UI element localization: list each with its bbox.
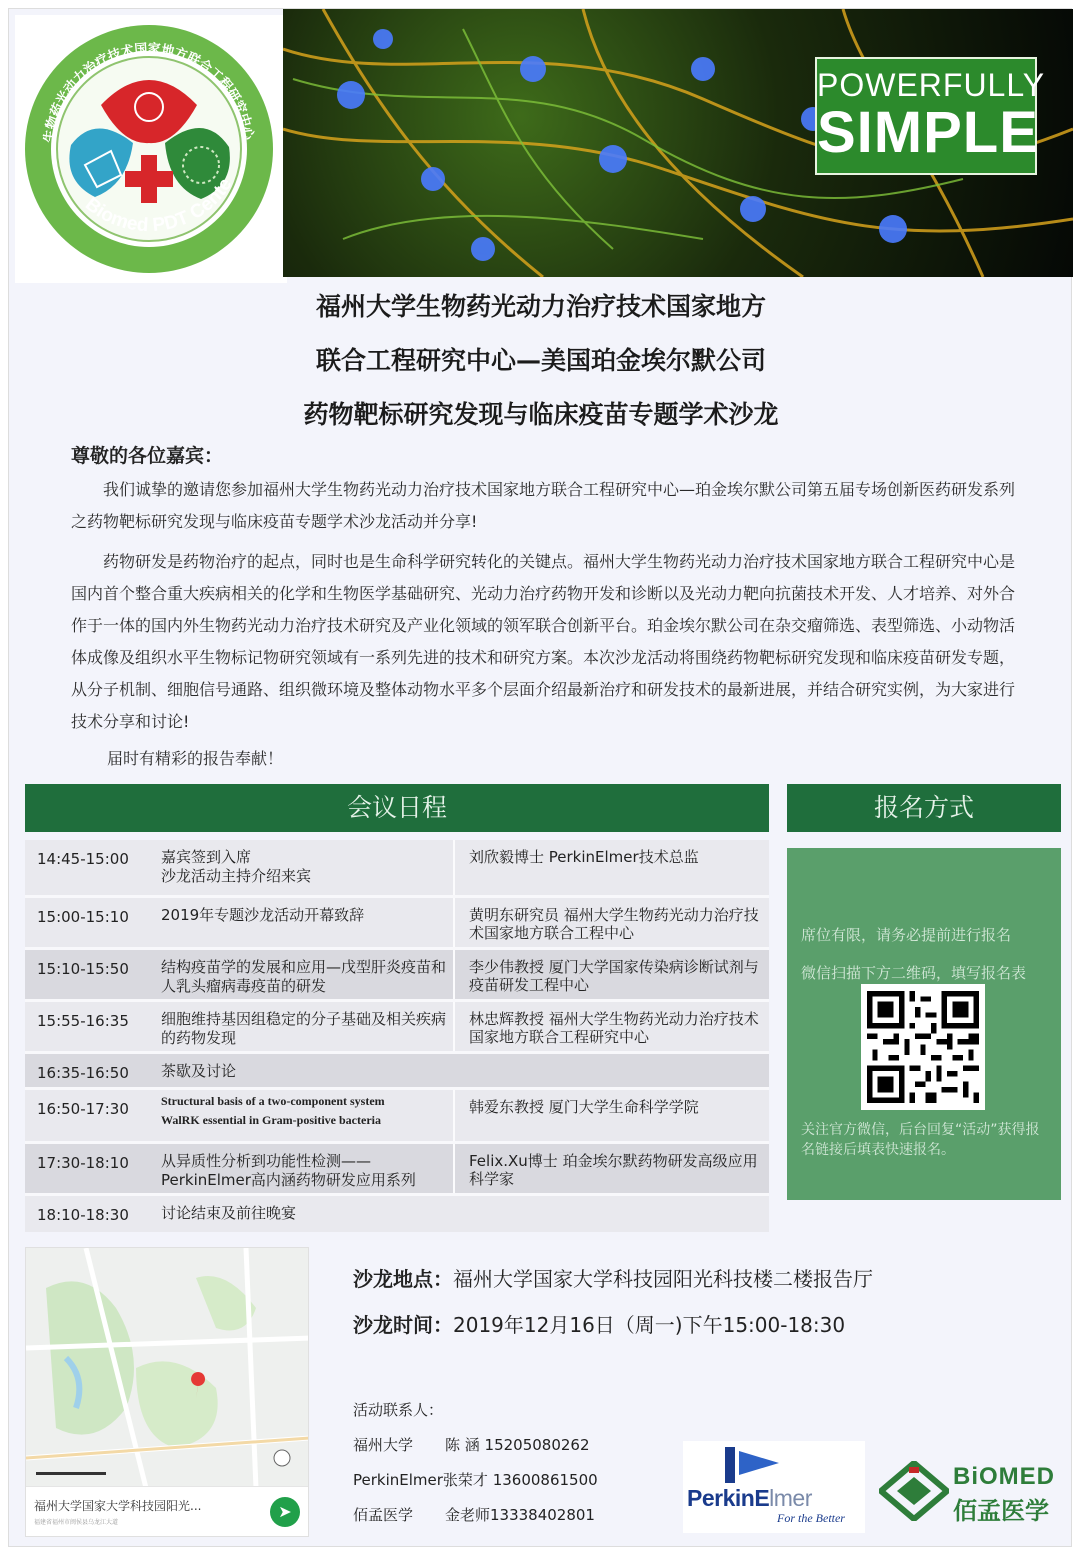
- row-time: 18:10-18:30: [37, 1206, 129, 1224]
- logo-en-text: Biomed PDT Cente: [81, 174, 237, 237]
- table-row: [25, 898, 769, 950]
- intro-paragraph-1: 我们诚挚的邀请您参加福州大学生物药光动力治疗技术国家地方联合工程研究中心—珀金埃尔默公司第五届专场创新医药研发系列之药物靶标研究发现与临床疫苗专题学术沙龙活动并分享!: [71, 480, 1016, 531]
- title-line1: 福州大学生物药光动力治疗技术国家地方: [315, 292, 766, 321]
- qr-code-icon: [867, 990, 979, 1104]
- location-map[interactable]: [25, 1247, 309, 1537]
- row-topic: 嘉宾签到入席 沙龙活动主持介绍来宾: [161, 848, 312, 885]
- powerfully-simple-badge: [815, 57, 1046, 175]
- perkinelmer-name: PerkinElmer: [687, 1485, 812, 1511]
- slogan-line2: SIMPLE: [817, 100, 1039, 165]
- biomed-cn: 佰孟医学: [953, 1497, 1049, 1525]
- biomed-logo: [877, 1457, 1067, 1527]
- biomed-diamond-icon: [879, 1461, 949, 1521]
- row-speaker: 李少伟教授 厦门大学国家传染病诊断试剂与疫苗研发工程中心: [453, 950, 769, 999]
- contacts-label: 活动联系人：: [353, 1401, 444, 1419]
- registration-scan-note: 微信扫描下方二维码，填写报名表: [801, 964, 1027, 982]
- contact-org: 福州大学: [353, 1436, 414, 1454]
- closing-text: 届时有精彩的报告奉献！: [107, 749, 284, 768]
- row-topic: 从异质性分析到功能性检测—— PerkinElmer高内涵药物研发应用系列: [161, 1152, 416, 1189]
- row-time: 16:35-16:50: [37, 1064, 129, 1082]
- row-time: 15:10-15:50: [37, 960, 129, 978]
- slogan-line1: POWERFULLY: [817, 67, 1046, 103]
- table-row: [25, 840, 769, 898]
- perkinelmer-mark-icon: [719, 1445, 789, 1485]
- hero-cell-image: [283, 9, 1073, 277]
- registration-note: 席位有限，请务必提前进行报名: [801, 926, 1012, 944]
- title-line3: 药物靶标研究发现与临床疫苗专题学术沙龙: [303, 400, 779, 429]
- table-row: [25, 1054, 769, 1090]
- row-speaker: 刘欣毅博士 PerkinElmer技术总监: [453, 840, 769, 895]
- venue-time-value: 2019年12月16日（周一)下午15:00-18:30: [453, 1313, 846, 1337]
- intro-paragraph-2: 药物研发是药物治疗的起点，同时也是生命科学研究转化的关键点。福州大学生物药光动力治疗技术国家地方联合工程研究中心是国内首个整合重大疾病相关的化学和生物医学基础研究、光动力治疗药物开发和诊断以及光动力靶向抗菌技术开发、人才培养、对外合作于一体的国内外生物药光动力治疗技术研究及产业化领域的领军联合创新平台。珀金埃尔默公司在杂交瘤筛选、表型筛选、小动物活体成像及组织水平生物标记物研究领域有一系列先进的技术和研究方案。本次沙龙活动将围绕药物靶标研究发现和临床疫苗研发专题，从分子机制、细胞信号通路、组织微环境及整体动物水平多个层面介绍最新治疗和研发技术的最新进展，并结合研究实例，为大家进行技术分享和讨论!: [71, 552, 1016, 731]
- table-row: [25, 1196, 769, 1232]
- venue-location-label: 沙龙地点：: [353, 1267, 453, 1291]
- perkinelmer-tagline: For the Better: [777, 1511, 845, 1525]
- schedule-heading: 会议日程: [25, 784, 769, 832]
- map-caption-text: 福州大学国家大学科技园阳光...: [34, 1499, 202, 1513]
- table-row: [25, 1002, 769, 1054]
- venue-location-value: 福州大学国家大学科技园阳光科技楼二楼报告厅: [453, 1267, 873, 1291]
- venue-time-label: 沙龙时间：: [353, 1313, 453, 1337]
- map-image: [26, 1248, 309, 1488]
- map-caption-sub: 福建省福州市闽侯县乌龙江大道: [34, 1519, 119, 1526]
- row-topic: 茶歇及讨论: [161, 1062, 237, 1080]
- table-row: [25, 1144, 769, 1196]
- contact-name: 金老师13338402801: [445, 1506, 595, 1524]
- invitation-poster: [8, 8, 1072, 1547]
- contact-item: [353, 1434, 590, 1455]
- perkinelmer-logo: [683, 1441, 865, 1533]
- row-time: 16:50-17:30: [37, 1100, 129, 1118]
- logo-ring-text: 生物药光动力治疗技术国家地方联合工程研究中心: [42, 41, 256, 144]
- qr-code[interactable]: [861, 984, 985, 1110]
- contact-item: [353, 1504, 595, 1525]
- registration-heading: 报名方式: [787, 784, 1061, 832]
- logo-emblem-icon: [15, 15, 287, 283]
- row-topic: 结构疫苗学的发展和应用—戊型肝炎疫苗和人乳头瘤病毒疫苗的研发: [161, 958, 447, 995]
- contact-item: [353, 1469, 598, 1490]
- row-topic: 2019年专题沙龙活动开幕致辞: [161, 906, 365, 924]
- greeting: 尊敬的各位嘉宾：: [71, 445, 224, 467]
- row-time: 17:30-18:10: [37, 1154, 129, 1172]
- biomed-pdt-logo: [15, 15, 287, 283]
- contact-org: 佰孟医学: [353, 1506, 414, 1524]
- row-speaker: 韩爱东教授 厦门大学生命科学学院: [453, 1090, 769, 1141]
- registration-wechat-note: 关注官方微信，后台回复“活动”获得报名链接后填表快速报名。: [801, 1122, 1040, 1158]
- row-topic: 细胞维持基因组稳定的分子基础及相关疾病的药物发现: [161, 1010, 447, 1047]
- row-time: 15:55-16:35: [37, 1012, 129, 1030]
- row-speaker: 林忠辉教授 福州大学生物药光动力治疗技术国家地方联合工程研究中心: [453, 1002, 769, 1051]
- row-topic: 讨论结束及前往晚宴: [161, 1204, 297, 1222]
- contact-name: 陈 涵 15205080262: [445, 1436, 590, 1454]
- schedule-table: [25, 840, 769, 1232]
- navigate-button[interactable]: [270, 1497, 300, 1527]
- row-time: 15:00-15:10: [37, 908, 129, 926]
- title-line2: 联合工程研究中心—美国珀金埃尔默公司: [315, 346, 766, 375]
- contact-name: 张荣才 13600861500: [442, 1471, 598, 1489]
- row-time: 14:45-15:00: [37, 850, 129, 868]
- map-caption: [26, 1486, 309, 1536]
- row-topic: Structural basis of a two-component system WalRK essential in Gram-positive bacteria: [161, 1094, 385, 1127]
- navigate-arrow-icon: ➤: [278, 1502, 292, 1521]
- contact-org: PerkinElmer: [353, 1471, 443, 1489]
- biomed-en: BiOMED: [953, 1463, 1055, 1490]
- registration-panel: [787, 848, 1061, 1200]
- row-speaker: 黄明东研究员 福州大学生物药光动力治疗技术国家地方联合工程中心: [453, 898, 769, 947]
- table-row: [25, 1090, 769, 1144]
- table-row: [25, 950, 769, 1002]
- venue-time: [353, 1309, 845, 1338]
- venue-location: [353, 1263, 873, 1292]
- row-speaker: Felix.Xu博士 珀金埃尔默药物研发高级应用科学家: [453, 1144, 769, 1193]
